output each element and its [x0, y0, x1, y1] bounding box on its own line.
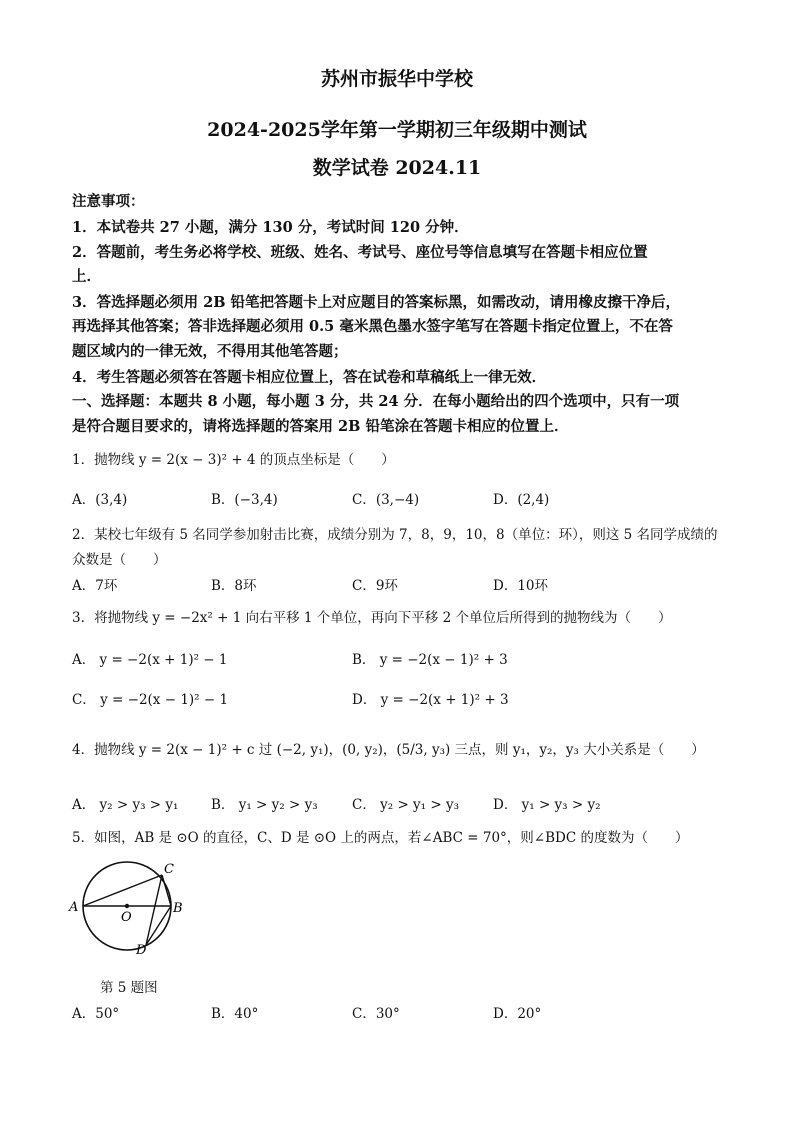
circle-figure: [66, 855, 196, 970]
segment-ac: [83, 875, 162, 906]
notice-item: 4．考生答题必须答在答题卡相应位置上，答在试卷和草稿纸上一律无效．: [72, 369, 547, 386]
q2-option-b: B．8环: [211, 578, 257, 594]
q5-option-b: B．40°: [211, 1006, 259, 1022]
label-d: D: [136, 943, 147, 958]
label-b: B: [173, 901, 183, 916]
q2-option-d: D．10环: [493, 578, 549, 594]
q3-option-b: B． y = −2(x − 1)² + 3: [352, 652, 508, 668]
q3-option-c: C． y = −2(x − 1)² − 1: [72, 692, 229, 708]
q5-option-a: A．50°: [72, 1006, 120, 1022]
notice-heading: 注意事项：: [72, 193, 145, 210]
notice-item: 1．本试卷共 27 小题，满分 130 分，考试时间 120 分钟．: [72, 219, 469, 236]
q5-option-d: D．20°: [493, 1006, 542, 1022]
q3-option-a: A． y = −2(x + 1)² − 1: [72, 652, 228, 668]
figure-caption: 第 5 题图: [100, 980, 158, 996]
center-point: [125, 904, 129, 908]
notice-item: 再选择其他答案；答非选择题必须用 0.5 毫米黑色墨水签字笔写在答题卡指定位置上，不在答: [72, 318, 673, 335]
q1-option-b: B．(−3,4): [211, 492, 278, 508]
label-c: C: [164, 862, 174, 877]
q1-option-a: A．(3,4): [72, 492, 128, 508]
q4-option-b: B． y₁ > y₂ > y₃: [211, 797, 318, 813]
exam-title: 2024-2025学年第一学期初三年级期中测试: [207, 119, 587, 141]
segment-cb: [162, 875, 171, 906]
question-2-stem-cont: 众数是（ ）: [72, 552, 167, 568]
notice-item: 3．答选择题必须用 2B 铅笔把答题卡上对应题目的答案标黑，如需改动，请用橡皮擦干净后，: [72, 294, 681, 311]
notice-item: 题区域内的一律无效，不得用其他笔答题；: [72, 343, 348, 360]
question-3-stem: 3．将抛物线 y = −2x² + 1 向右平移 1 个单位，再向下平移 2 个单位后所得到的抛物线为（ ）: [72, 610, 672, 626]
question-4-stem: 4．抛物线 y = 2(x − 1)² + c 过 (−2, y₁)，(0, y₂)，(5/3, y₃) 三点，则 y₁，y₂，y₃ 大小关系是（ ）: [72, 742, 705, 758]
q4-option-d: D． y₁ > y₃ > y₂: [493, 797, 601, 813]
q4-option-a: A． y₂ > y₃ > y₁: [72, 797, 179, 813]
q4-option-c: C． y₂ > y₁ > y₃: [352, 797, 460, 813]
label-a: A: [69, 900, 79, 915]
section-instructions: 一、选择题：本题共 8 小题，每小题 3 分，共 24 分．在每小题给出的四个选项中，只有一项: [72, 393, 680, 410]
subject-title: 数学试卷 2024.11: [312, 157, 482, 179]
question-5-stem: 5．如图，AB 是 ⊙O 的直径，C、D 是 ⊙O 上的两点，若∠ABC = 70°，则∠BDC 的度数为（ ）: [72, 830, 689, 846]
q1-option-c: C．(3,−4): [352, 492, 420, 508]
notice-item: 2．答题前，考生务必将学校、班级、姓名、考试号、座位号等信息填写在答题卡相应位置: [72, 244, 648, 261]
question-1-stem: 1．抛物线 y = 2(x − 3)² + 4 的顶点坐标是（ ）: [72, 452, 395, 468]
notice-item: 上．: [72, 268, 101, 285]
q1-option-d: D．(2,4): [493, 492, 550, 508]
q2-option-a: A．7环: [72, 578, 118, 594]
q3-option-d: D． y = −2(x + 1)² + 3: [352, 692, 509, 708]
school-title: 苏州市振华中学校: [320, 68, 473, 90]
question-2-stem: 2．某校七年级有 5 名同学参加射击比赛，成绩分别为 7，8，9，10，8（单位：环），则这 5 名同学成绩的: [72, 527, 718, 543]
q2-option-c: C．9环: [352, 578, 398, 594]
section-instructions: 是符合题目要求的，请将选择题的答案用 2B 铅笔涂在答题卡相应的位置上．: [72, 418, 569, 435]
q5-option-c: C．30°: [352, 1006, 400, 1022]
label-o: O: [121, 910, 132, 925]
